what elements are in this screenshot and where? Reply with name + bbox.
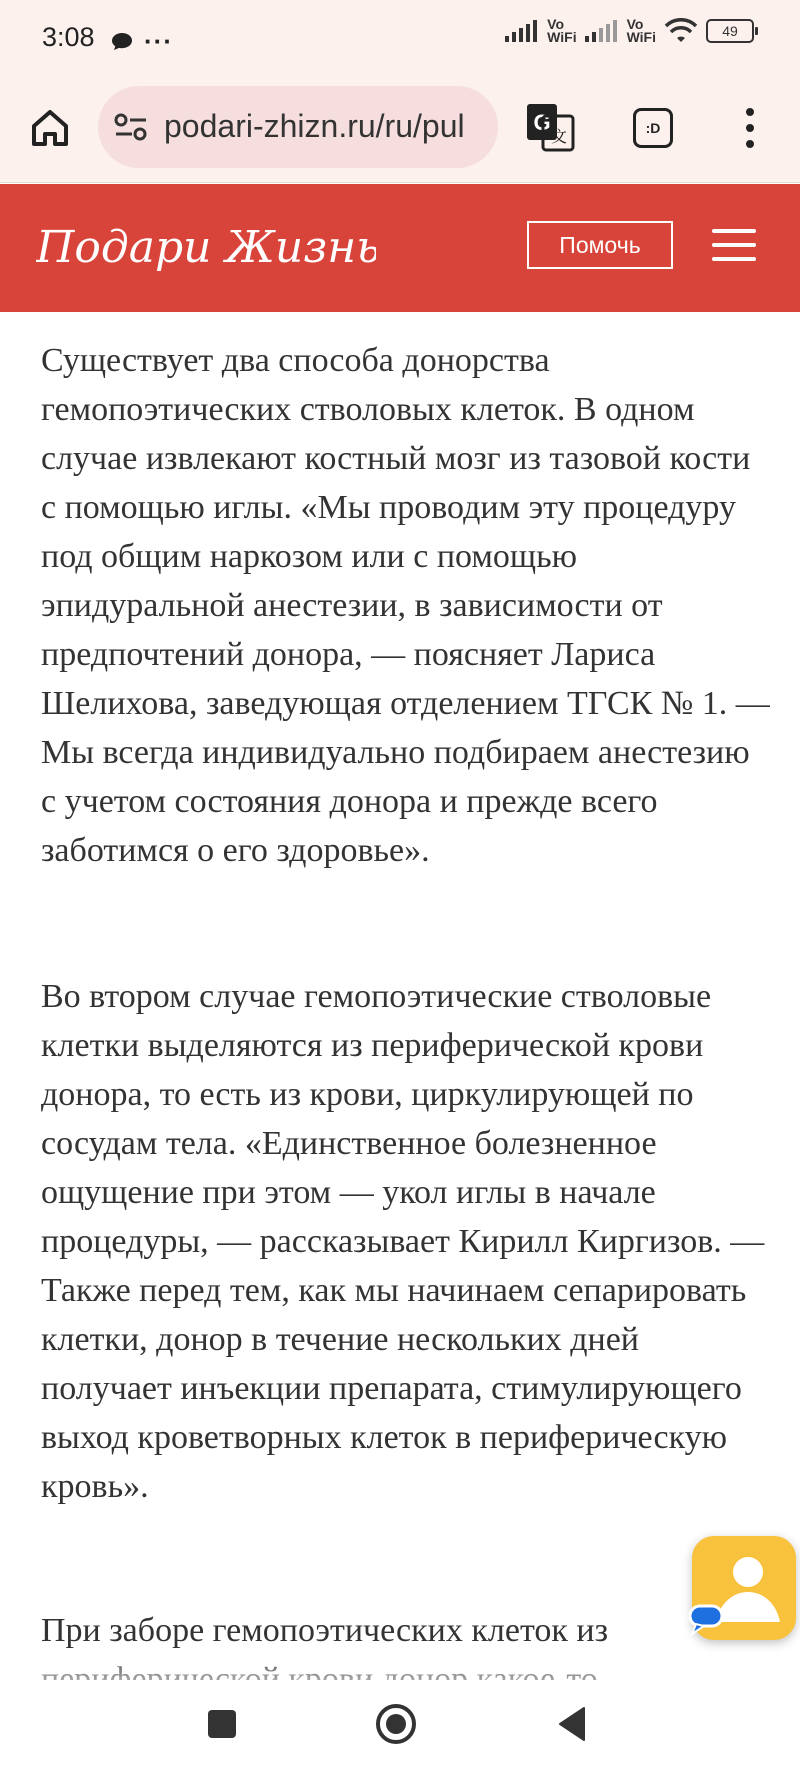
status-notification-icons bbox=[110, 26, 173, 57]
wifi-icon bbox=[664, 18, 698, 44]
status-right-icons bbox=[505, 18, 754, 44]
signal-icon bbox=[505, 20, 539, 42]
address-bar[interactable] bbox=[98, 86, 498, 168]
svg-text:文: 文 bbox=[550, 129, 568, 146]
recents-button[interactable] bbox=[208, 1710, 236, 1738]
site-logo[interactable] bbox=[36, 210, 376, 295]
burger-line bbox=[712, 257, 756, 261]
url-text[interactable]: podari-zhizn.ru/ru/pul bbox=[164, 108, 465, 144]
more-vert-icon bbox=[742, 106, 758, 150]
article-paragraph-2: Во втором случае гемопоэтические стволовые клетки выделяются из периферической крови донора, то есть из крови, циркулирующей по сосудам тела. «Единственное болезненное ощущение при этом — укол иглы в начале процедуры, — рассказывает Кирилл Киргизов. — Также перед тем, как мы начинаем сепарировать клетки, донор в течение нескольких дней получает инъекции препарата, стимулирующего выход кроветворных клеток в периферическую кровь». bbox=[41, 978, 765, 1505]
browser-menu-button[interactable] bbox=[742, 106, 758, 150]
more-notifications-indicator: ··· bbox=[144, 26, 173, 56]
chat-bubble-icon bbox=[110, 31, 134, 53]
status-time: 3:08 bbox=[42, 22, 95, 52]
site-menu-button[interactable] bbox=[712, 229, 756, 265]
burger-line bbox=[712, 229, 756, 233]
help-button[interactable]: Помочь bbox=[527, 221, 673, 269]
system-nav-bar bbox=[0, 1680, 800, 1777]
article-paragraph-1: Существует два способа донорства гемопоэтических стволовых клеток. В одном случае извлекают костный мозг из тазовой кости с помощью иглы. «Мы проводим эту процедуру под общим наркозом или с помощью эпидуральной анестезии, в зависимости от предпочтений донора, — поясняет Лариса Шелихова, заведующая отделением ТГСК № 1. — Мы всегда индивидуально подбираем анестезию с учетом состояния донора и прежде всего заботимся о его здоровье». bbox=[41, 342, 770, 869]
tabs-button[interactable] bbox=[633, 108, 673, 148]
burger-line bbox=[712, 243, 756, 247]
back-nav-icon[interactable] bbox=[556, 1706, 586, 1742]
status-bar bbox=[0, 0, 800, 78]
vowifi-label-2: Vo WiFi bbox=[626, 16, 656, 45]
browser-toolbar bbox=[0, 78, 800, 183]
message-icon bbox=[686, 1602, 726, 1640]
article-paragraph-3: При заборе гемопоэтических клеток из bbox=[41, 1612, 608, 1649]
battery-indicator: 49 bbox=[706, 19, 754, 43]
svg-text:G: G bbox=[533, 110, 551, 135]
home-button[interactable] bbox=[28, 106, 72, 150]
vowifi-label: Vo WiFi bbox=[547, 16, 577, 45]
podari-zhizn-logo bbox=[36, 210, 376, 290]
site-header bbox=[0, 184, 800, 312]
svg-text:Подари Жизнь: Подари Жизнь bbox=[36, 222, 376, 273]
chat-bubble-badge[interactable] bbox=[686, 1602, 726, 1645]
translate-icon bbox=[525, 102, 575, 152]
home-nav-icon[interactable] bbox=[374, 1702, 418, 1746]
tabs-count: :D bbox=[633, 108, 673, 148]
translate-button[interactable] bbox=[525, 102, 575, 152]
signal-icon-2 bbox=[585, 20, 619, 42]
site-settings-icon[interactable] bbox=[114, 112, 148, 142]
home-icon bbox=[28, 106, 72, 150]
